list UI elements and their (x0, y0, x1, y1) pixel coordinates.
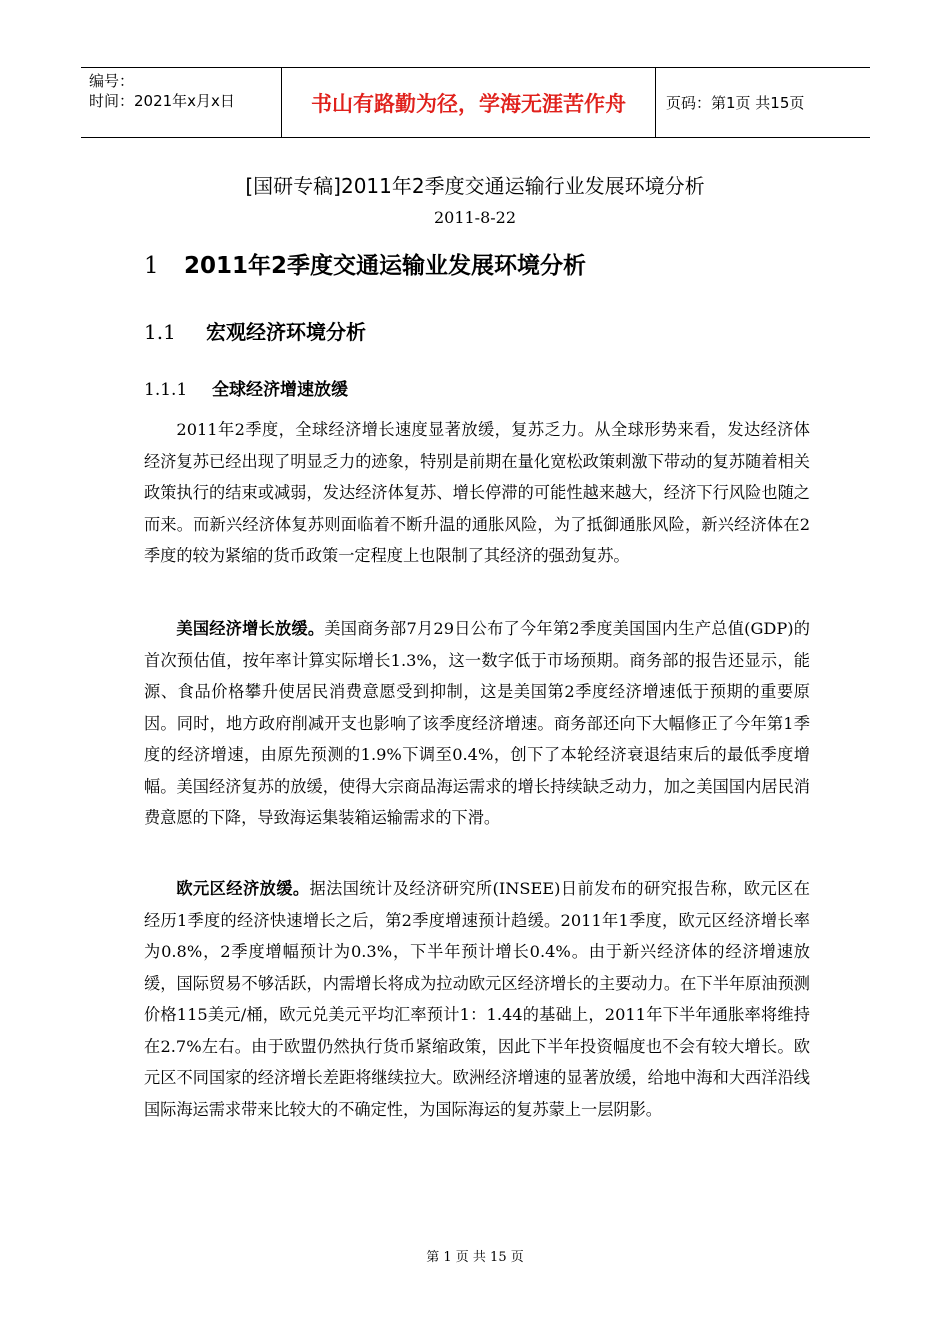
paragraph-lead-eurozone: 欧元区经济放缓。 (176, 879, 310, 898)
number-label: 编号： (89, 72, 135, 90)
heading-level-1 (144, 247, 586, 280)
paragraph-eurozone-economy (144, 873, 810, 1125)
paragraph-lead-us: 美国经济增长放缓。 (176, 619, 325, 638)
heading-2-text: 宏观经济环境分析 (206, 320, 366, 344)
document-title: [国研专稿]2011年2季度交通运输行业发展环境分析 (245, 174, 705, 198)
heading-level-3 (144, 375, 348, 400)
paragraph-body-eurozone: 据法国统计及经济研究所(INSEE)日前发布的研究报告称，欧元区在经历1季度的经济快速增长之后，第2季度增速预计趋缓。2011年1季度，欧元区经济增长率为0.8%，2季度增幅预计为0.3%，下半年预计增长0.4%。由于新兴经济体的经济增速放缓，国际贸易不够活跃，内需增长将成为拉动欧元区经济增长的主要动力。在下半年原油预测价格115美元/桶，欧元兑美元平均汇率预计1：1.44的基础上，2011年下半年通胀率将维持在2.7%左右。由于欧盟仍然执行货币紧缩政策，因此下半年投资幅度也不会有较大增长。欧元区不同国家的经济增长差距将继续拉大。欧洲经济增速的显著放缓，给地中海和大西洋沿线国际海运需求带来比较大的不确定性，为国际海运的复苏蒙上一层阴影。 (144, 879, 810, 1119)
paragraph-global-economy: 2011年2季度，全球经济增长速度显著放缓，复苏乏力。从全球形势来看，发达经济体经济复苏已经出现了明显乏力的迹象，特别是前期在量化宽松政策刺激下带动的复苏随着相关政策执行的结束或减弱，发达经济体复苏、增长停滞的可能性越来越大，经济下行风险也随之而来。而新兴经济体复苏则面临着不断升温的通胀风险，为了抵御通胀风险，新兴经济体在2季度的较为紧缩的货币政策一定程度上也限制了其经济的强劲复苏。 (144, 420, 810, 565)
heading-1-text: 2011年2季度交通运输业发展环境分析 (184, 253, 587, 279)
heading-level-2 (144, 316, 366, 345)
paragraph-us-economy (144, 613, 810, 834)
time-label: 时间：2021年x月x日 (89, 92, 235, 110)
header-left-cell (81, 68, 281, 137)
heading-2-number: 1.1 (144, 320, 176, 344)
heading-3-text: 全球经济增速放缓 (212, 380, 348, 400)
heading-1-number: 1 (144, 253, 159, 279)
header-motto: 书山有路勤为径，学海无涯苦作舟 (281, 68, 656, 137)
heading-3-number: 1.1.1 (144, 380, 188, 400)
page-footer: 第 1 页 共 15 页 (426, 1250, 524, 1265)
header-table (81, 67, 870, 138)
header-page-code: 页码：第1页 共15页 (666, 94, 805, 112)
paragraph-body-us: 美国商务部7月29日公布了今年第2季度美国国内生产总值(GDP)的首次预估值，按年率计算实际增长1.3%，这一数字低于市场预期。商务部的报告还显示，能源、食品价格攀升使居民消费意愿受到抑制，这是美国第2季度经济增速低于预期的重要原因。同时，地方政府削减开支也影响了该季度经济增速。商务部还向下大幅修正了今年第1季度的经济增速，由原先预测的1.9%下调至0.4%，创下了本轮经济衰退结束后的最低季度增幅。美国经济复苏的放缓，使得大宗商品海运需求的增长持续缺乏动力，加之美国国内居民消费意愿的下降，导致海运集装箱运输需求的下滑。 (144, 619, 810, 827)
document-date: 2011-8-22 (433, 208, 517, 227)
